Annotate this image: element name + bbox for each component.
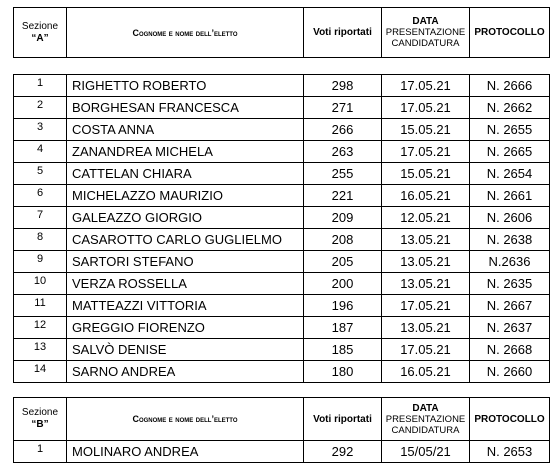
date-value: 17.05.21 <box>382 97 470 119</box>
header-votes-b: Voti riportati <box>304 398 382 441</box>
candidate-name: SARNO ANDREA <box>67 361 304 383</box>
candidate-name: COSTA ANNA <box>67 119 304 141</box>
header-date-sub1-b: PRESENTAZIONE <box>385 413 466 425</box>
sezione-label: Sezione <box>21 20 59 32</box>
votes-value: 221 <box>304 185 382 207</box>
header-row <box>14 8 550 58</box>
votes-value: 292 <box>304 441 382 463</box>
candidate-name: MOLINARO ANDREA <box>67 441 304 463</box>
candidate-name: VERZA ROSSELLA <box>67 273 304 295</box>
date-value: 17.05.21 <box>382 339 470 361</box>
table-row <box>14 119 550 141</box>
table-row <box>14 229 550 251</box>
sezione-label-b: Sezione <box>21 407 59 418</box>
row-number: 1 <box>14 441 67 463</box>
header-votes: Voti riportati <box>304 8 382 58</box>
section-a-label: “A” <box>31 32 49 44</box>
table-row <box>14 97 550 119</box>
candidate-name: SALVÒ DENISE <box>67 339 304 361</box>
row-number: 1 <box>14 75 67 97</box>
candidate-name: MATTEAZZI VITTORIA <box>67 295 304 317</box>
votes-value: 266 <box>304 119 382 141</box>
header-protocol: PROTOCOLLO <box>470 8 550 58</box>
table-row <box>14 317 550 339</box>
table-row <box>14 441 550 463</box>
header-date-sub2-b: CANDIDATURA <box>391 424 460 436</box>
row-number: 13 <box>14 339 67 361</box>
candidate-name: BORGHESAN FRANCESCA <box>67 97 304 119</box>
header-date-title: DATA <box>412 16 439 27</box>
candidate-name: CASAROTTO CARLO GUGLIELMO <box>67 229 304 251</box>
section-cell <box>14 8 67 58</box>
date-value: 17.05.21 <box>382 75 470 97</box>
votes-value: 185 <box>304 339 382 361</box>
protocol-value: N.2636 <box>470 251 550 273</box>
candidate-name: CATTELAN CHIARA <box>67 163 304 185</box>
header-date-sub2: CANDIDATURA <box>391 38 460 49</box>
candidate-name: GREGGIO FIORENZO <box>67 317 304 339</box>
row-number: 8 <box>14 229 67 251</box>
row-number: 3 <box>14 119 67 141</box>
table-row <box>14 339 550 361</box>
votes-value: 196 <box>304 295 382 317</box>
row-number: 2 <box>14 97 67 119</box>
row-number: 12 <box>14 317 67 339</box>
row-number: 14 <box>14 361 67 383</box>
row-number: 6 <box>14 185 67 207</box>
section-b-label: “B” <box>31 419 49 430</box>
date-value: 13.05.21 <box>382 251 470 273</box>
votes-value: 298 <box>304 75 382 97</box>
table-row <box>14 163 550 185</box>
header-name: Cognome e nome dell’eletto <box>67 8 304 58</box>
row-number: 9 <box>14 251 67 273</box>
protocol-value: N. 2638 <box>470 229 550 251</box>
header-date-b <box>382 398 470 441</box>
header-date-sub1: PRESENTAZIONE <box>385 27 466 38</box>
protocol-value: N. 2667 <box>470 295 550 317</box>
votes-value: 187 <box>304 317 382 339</box>
header-protocol-b: PROTOCOLLO <box>470 398 550 441</box>
protocol-value: N. 2668 <box>470 339 550 361</box>
candidate-name: ZANANDREA MICHELA <box>67 141 304 163</box>
section-a-table <box>13 74 550 383</box>
date-value: 16.05.21 <box>382 185 470 207</box>
header-date-title-b: DATA <box>412 402 439 414</box>
date-value: 17.05.21 <box>382 141 470 163</box>
protocol-value: N. 2662 <box>470 97 550 119</box>
header-date <box>382 8 470 58</box>
table-row <box>14 361 550 383</box>
date-value: 16.05.21 <box>382 361 470 383</box>
protocol-value: N. 2665 <box>470 141 550 163</box>
votes-value: 209 <box>304 207 382 229</box>
row-number: 7 <box>14 207 67 229</box>
votes-value: 180 <box>304 361 382 383</box>
votes-value: 271 <box>304 97 382 119</box>
table-row <box>14 75 550 97</box>
protocol-value: N. 2660 <box>470 361 550 383</box>
section-cell-b <box>14 398 67 441</box>
date-value: 12.05.21 <box>382 207 470 229</box>
table-row <box>14 273 550 295</box>
candidate-name: GALEAZZO GIORGIO <box>67 207 304 229</box>
section-b-table <box>13 397 550 463</box>
row-number: 11 <box>14 295 67 317</box>
protocol-value: N. 2666 <box>470 75 550 97</box>
date-value: 13.05.21 <box>382 317 470 339</box>
date-value: 15.05.21 <box>382 163 470 185</box>
protocol-value: N. 2653 <box>470 441 550 463</box>
protocol-value: N. 2655 <box>470 119 550 141</box>
protocol-value: N. 2637 <box>470 317 550 339</box>
table-row <box>14 141 550 163</box>
votes-value: 205 <box>304 251 382 273</box>
votes-value: 208 <box>304 229 382 251</box>
table-row <box>14 185 550 207</box>
date-value: 17.05.21 <box>382 295 470 317</box>
protocol-value: N. 2661 <box>470 185 550 207</box>
header-name-b: Cognome e nome dell’eletto <box>67 398 304 441</box>
protocol-value: N. 2606 <box>470 207 550 229</box>
header-row-b <box>14 398 550 441</box>
row-number: 4 <box>14 141 67 163</box>
votes-value: 200 <box>304 273 382 295</box>
candidate-name: RIGHETTO ROBERTO <box>67 75 304 97</box>
date-value: 15.05.21 <box>382 119 470 141</box>
row-number: 10 <box>14 273 67 295</box>
section-a-header-table <box>13 7 550 58</box>
protocol-value: N. 2635 <box>470 273 550 295</box>
row-number: 5 <box>14 163 67 185</box>
table-row <box>14 295 550 317</box>
candidate-name: MICHELAZZO MAURIZIO <box>67 185 304 207</box>
table-row <box>14 251 550 273</box>
date-value: 13.05.21 <box>382 273 470 295</box>
date-value: 15/05/21 <box>382 441 470 463</box>
date-value: 13.05.21 <box>382 229 470 251</box>
candidate-name: SARTORI STEFANO <box>67 251 304 273</box>
table-row <box>14 207 550 229</box>
votes-value: 255 <box>304 163 382 185</box>
votes-value: 263 <box>304 141 382 163</box>
protocol-value: N. 2654 <box>470 163 550 185</box>
